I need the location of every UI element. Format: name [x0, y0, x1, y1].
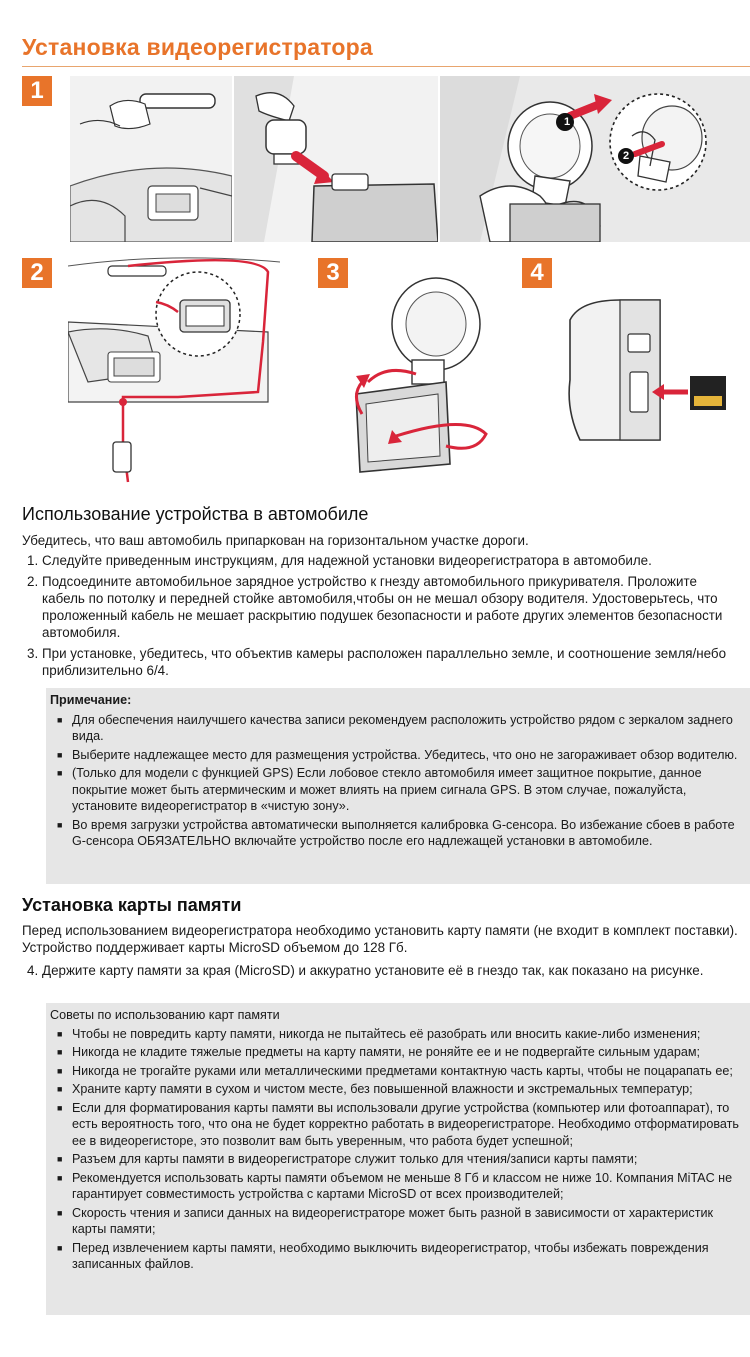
- list-item: 1. Следуйте приведенным инструкциям, для надежной установки видеорегистратора в автомобиле.: [27, 553, 652, 568]
- page-title: Установка видеорегистратора: [22, 34, 373, 60]
- list-item: ■ Никогда не трогайте руками или металлическими предметами контактную часть карты, чтобы не поцарапать ее;: [57, 1063, 733, 1078]
- angle-adjust-illustration: [346, 264, 502, 476]
- memory-heading: Установка карты памяти: [22, 895, 242, 915]
- step-badge-4: 4: [522, 258, 552, 288]
- step-badge-1: 1: [22, 76, 52, 106]
- step-badge-3: 3: [318, 258, 348, 288]
- usage-heading: Использование устройства в автомобиле: [22, 504, 369, 524]
- bullet-icon: ■: [57, 1207, 63, 1218]
- list-item: ■ (Только для модели с функцией GPS) Если лобовое стекло автомобиля имеет защитное покрытие, данное покрытие может быть атермическим и может влиять на прием сигнала GPS. В этом случае, пожалуйста, установите видеорегистратор в «чистую зону».: [57, 766, 702, 813]
- step-circle-1: 1: [563, 116, 571, 128]
- windshield-cleaning-illustration: [70, 76, 232, 242]
- cable-routing-illustration: [68, 252, 280, 490]
- step-circle-2: 2: [622, 150, 630, 162]
- bullet-icon: ■: [57, 714, 63, 725]
- list-item: ■ Во время загрузки устройства автоматически выполняется калибровка G-сенсора. Во избежание сбоев в работе G-сенсора ОБЯЗАТЕЛЬНО включайте устройство после его надлежащей установки в автомобиле.: [57, 817, 735, 848]
- illustration-wipe-windshield: [70, 76, 232, 242]
- illustration-suction-mount: [440, 76, 750, 242]
- list-item: ■ Чтобы не повредить карту памяти, никогда не пытайтесь её разобрать или вносить какие-либо изменения;: [57, 1026, 701, 1041]
- title-divider: [22, 66, 750, 67]
- illustration-adjust-angle: [346, 264, 502, 476]
- memory-card-insert-illustration: [560, 290, 740, 460]
- list-item: 3. При установке, убедитесь, что объектив камеры расположен параллельно земле, и соотношение земля/небо приблизительно 6/4.: [27, 646, 727, 678]
- illustration-cable-routing: [68, 252, 280, 490]
- usage-intro: Убедитесь, что ваш автомобиль припаркован на горизонтальном участке дороги.: [22, 533, 529, 548]
- bullet-icon: ■: [57, 768, 63, 778]
- bullet-icon: ■: [57, 819, 63, 830]
- step-badge-2: 2: [22, 258, 52, 288]
- list-item: ■ Если для форматирования карты памяти вы использовали другие устройства (компьютер или фотоаппарат), то есть вероятность того, что она не будет корректно работать в видеорегистраторе. Необходимо отформатировать ее в видеорегисторе, это позволит вам быть уверенным, что работа будет успешной;: [57, 1100, 739, 1148]
- list-item: ■ Храните карту памяти в сухом и чистом месте, без повышенной влажности и экстремальных температур;: [57, 1082, 693, 1096]
- note-list: [50, 712, 744, 850]
- bullet-icon: ■: [57, 1084, 63, 1094]
- list-item: ■ Перед извлечением карты памяти, необходимо выключить видеорегистратор, чтобы избежать повреждения записанных файлов.: [57, 1240, 709, 1271]
- note-title: Примечание:: [50, 693, 132, 707]
- illustration-attach-mount: [234, 76, 438, 242]
- bullet-icon: ■: [57, 749, 63, 760]
- list-item: 2. Подсоедините автомобильное зарядное устройство к гнезду автомобильного прикуривателя. Проложите кабель по потолку и передней стойке автомобиля,чтобы он не мешал обзору водителя. Удостоверьтесь, что проложенный кабель не мешает раскрытию подушек безопасности и работе других элементов безопасности автомобиля.: [27, 574, 723, 640]
- bullet-icon: ■: [57, 1154, 63, 1164]
- tips-title: Советы по использованию карт памяти: [50, 1008, 280, 1022]
- tips-list: [50, 1026, 744, 1273]
- list-item: ■ Рекомендуется использовать карты памяти объемом не меньше 8 Гб и классом не ниже 10. Компания MiTAC не гарантирует совместимость устройства с картами MicroSD от всех производителей;: [57, 1170, 733, 1201]
- suction-mount-illustration: [440, 76, 750, 242]
- bullet-icon: ■: [57, 1102, 63, 1113]
- list-item: ■ Выберите надлежащее место для размещения устройства. Убедитесь, что оно не загораживает обзор водителю.: [57, 747, 738, 762]
- bullet-icon: ■: [57, 1172, 63, 1183]
- memory-steps-list: [22, 962, 742, 983]
- tips-box: [46, 1003, 750, 1315]
- bullet-icon: ■: [57, 1028, 63, 1039]
- bullet-icon: ■: [57, 1065, 63, 1076]
- list-item: ■ Никогда не кладите тяжелые предметы на карту памяти, не роняйте ее и не подвергайте сильным ударам;: [57, 1045, 701, 1059]
- list-item: 4. Держите карту памяти за края (MicroSD) и аккуратно установите её в гнездо так, как показано на рисунке.: [27, 963, 704, 978]
- list-item: ■ Для обеспечения наилучшего качества записи рекомендуем расположить устройство рядом с зеркалом заднего вида.: [57, 712, 733, 743]
- bullet-icon: ■: [57, 1242, 63, 1253]
- usage-steps-list: [22, 552, 742, 683]
- mount-attach-illustration: [234, 76, 438, 242]
- illustration-memory-card: [560, 290, 740, 460]
- list-item: ■ Скорость чтения и записи данных на видеорегистраторе может быть разной в зависимости от характеристик карты памяти;: [57, 1205, 714, 1236]
- list-item: ■ Разъем для карты памяти в видеорегистраторе служит только для чтения/записи карты памяти;: [57, 1152, 638, 1166]
- bullet-icon: ■: [57, 1047, 63, 1057]
- note-box: [46, 688, 750, 884]
- memory-intro: Перед использованием видеорегистратора необходимо установить карту памяти (не входит в комплект поставки). Устройство поддерживает карты MicroSD объемом до 128 Гб.: [22, 923, 738, 955]
